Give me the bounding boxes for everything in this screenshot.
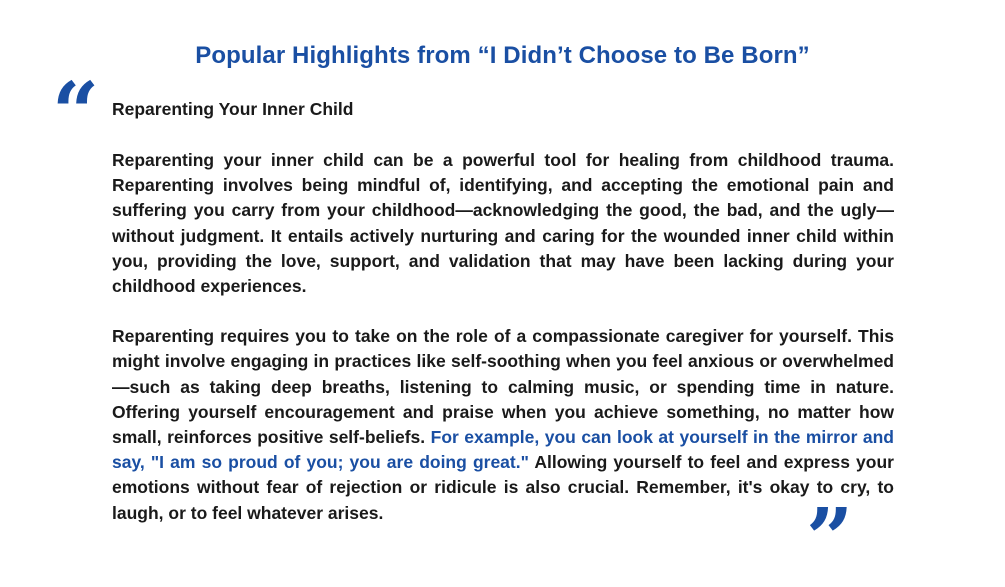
page-title: Popular Highlights from “I Didn’t Choose to Be Born”	[195, 42, 810, 69]
quote-body	[112, 148, 894, 551]
close-quote-icon: ”	[806, 491, 854, 587]
open-quote-icon: “	[52, 65, 100, 161]
paragraph-1: Reparenting your inner child can be a powerful tool for healing from childhood trauma. Reparenting involves being mindful of, identifying, and accepting the emotional pain and suffering you carry from your childhood—acknowledging the good, the bad, and the ugly—without judgment. It entails actively nurturing and caring for the wounded inner child within you, providing the love, support, and validation that may have been lacking during your childhood experiences.	[112, 150, 894, 297]
paragraph-2-text-b: Allowing yourself to feel and express your emotions without fear of rejection or ridicule is also crucial. Remember, it's okay to cry, to laugh, or to feel whatever arises.	[112, 452, 894, 523]
paragraph-2-text-a: Reparenting requires you to take on the role of a compassionate caregiver for yourself. This might involve engaging in practices like self-soothing when you feel anxious or overwhelmed—such as taking deep breaths, listening to calming music, or spending time in nature. Offering yourself encouragement and praise when you achieve something, no matter how small, reinforces positive self-beliefs.	[112, 326, 894, 448]
section-heading: Reparenting Your Inner Child	[112, 99, 354, 119]
paragraph-2	[112, 324, 894, 526]
highlighted-example: For example, you can look at yourself in the mirror and say, "I am so proud of you; you are doing great."	[112, 427, 894, 473]
